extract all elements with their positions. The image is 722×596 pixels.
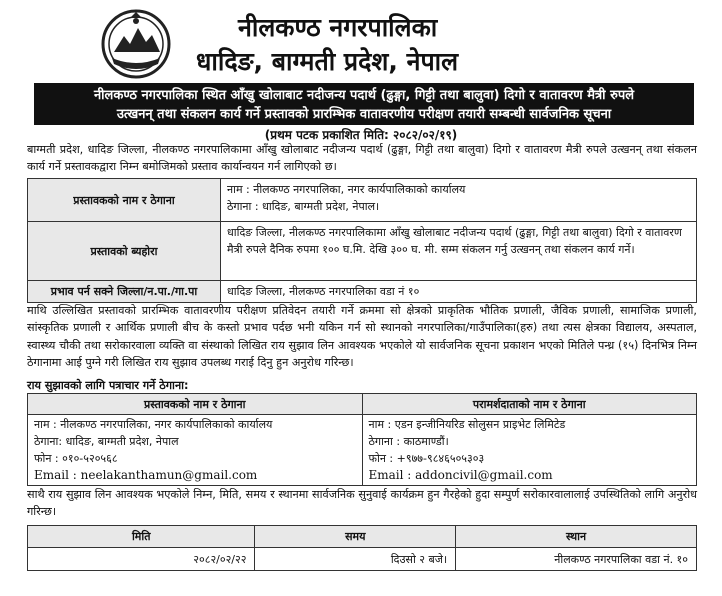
hearing-date: २०८२/०२/२२ — [28, 548, 255, 571]
proposer-phone: फोन : ०१०-५२०५६८ — [34, 452, 118, 465]
table-row — [28, 548, 697, 571]
hearing-paragraph: साथै राय सुझाव लिन आवश्यक भएकोले निम्न, मिति, समय र स्थानमा सार्वजनिक सुनुवाई कार्यक्रम हुन गैरहेको हुदा सम्पुर्ण सरोकारवालालाई उपस्थितिको लागि अनुरोध गरिन्छ। — [27, 488, 697, 519]
table-row — [28, 179, 697, 222]
proposer-details — [221, 179, 697, 222]
consultant-address: ठेगाना : काठमाण्डौं। — [368, 435, 449, 448]
proposer-contact-name: नाम : नीलकण्ठ नगरपालिका, नगर कार्यपालिकाको कार्यालय — [34, 418, 273, 431]
proposer-label: प्रस्तावकको नाम र ठेगाना — [28, 179, 221, 222]
contact-table — [27, 393, 697, 486]
affected-area: धादिङ जिल्ला, नीलकण्ठ नगरपालिका वडा नं १० — [221, 281, 697, 303]
body-paragraph: माथि उल्लिखित प्रस्तावको प्रारम्भिक वातावरणीय परीक्षण प्रतिवेदन तयारी गर्ने क्रममा सो क्षेत्रको प्राकृतिक भौतिक प्रणाली, जैविक प्रणाली, सामाजिक प्रणाली, सांस्कृतिक प्रणाली र आर्थिक प्रणाली बीच के कस्तो प्रभाव पर्दछ भनी यकिन गर्न सो स्थानको नगरपालिका/गाउँपालिका(हरु) तथा त्यस क्षेत्रका विद्यालय, अस्पताल, स्वास्थ्य चौकी तथा सरोकारवाला व्यक्ति वा संस्थाको लिखित राय सुझाव लिन आवश्यक भएकोले यो सार्वजनिक सूचना प्रकाशन भएको मितिले पन्ध्र (१५) दिनभित्र निम्न ठेगानामा आई पुग्ने गरी लिखित राय सुझाव उपलब्ध गराई दिनु हुन अनुरोध गरिन्छ। — [27, 304, 697, 370]
banner-line-1: नीलकण्ठ नगरपालिका स्थित आँखु खोलाबाट नदीजन्य पदार्थ (ढुङ्गा, गिट्टी तथा बालुवा) दिगो र वातावरण मैत्री रुपले — [93, 88, 635, 103]
email-label: Email : — [368, 468, 412, 482]
table-row — [28, 526, 697, 548]
proposer-contact-address: ठेगाना: धादिङ, बाग्मती प्रदेश, नेपाल — [34, 435, 179, 448]
municipality-address: धादिङ, बाग्मती प्रदेश, नेपाल — [196, 47, 459, 76]
consultant-contact — [362, 415, 697, 486]
nepal-emblem-icon — [100, 8, 172, 80]
municipality-title: नीलकण्ठ नगरपालिका — [238, 13, 438, 42]
table-row — [28, 281, 697, 303]
notice-title-banner — [34, 83, 694, 125]
proposer-contact — [28, 415, 363, 486]
proposal-description-label: प्रस्तावको ब्यहोरा — [28, 222, 221, 281]
email-label: Email : — [34, 468, 77, 482]
consultant-phone: फोन : +९७७-९८४६५०५३०३ — [368, 452, 485, 465]
affected-area-label: प्रभाव पर्न सक्ने जिल्ला/न.पा./गा.पा — [28, 281, 221, 303]
hearing-date-header: मिति — [28, 526, 255, 548]
publication-date: (प्रथम पटक प्रकाशित मिति: २०८२/०२/१९) — [264, 128, 458, 142]
consultant-email-line — [369, 467, 691, 484]
intro-paragraph: बाग्मती प्रदेश, धादिङ जिल्ला, नीलकण्ठ नगरपालिकामा आँखु खोलाबाट नदीजन्य पदार्थ (ढुङ्गा, गिट्टी तथा बालुवा) दिगो र वातावरण मैत्री रुपले उत्खनन् तथा संकलन कार्य गर्ने प्रस्तावकद्वारा निम्न बमोजिमको प्रस्ताव कार्यान्वयन गर्न लागिएको छ। — [27, 143, 697, 174]
proposer-address: ठेगाना : धादिङ, बाग्मती प्रदेश, नेपाल। — [227, 200, 380, 213]
consultant-email-link[interactable]: addoncivil@gmail.com — [415, 468, 553, 482]
hearing-time: दिउसो २ बजे। — [255, 548, 456, 571]
consultant-name: नाम : एडन इन्जीनियरिड सोलुसन प्राइभेट लिमिटेड — [368, 418, 566, 431]
hearing-place-header: स्थान — [456, 526, 697, 548]
table-row — [28, 222, 697, 281]
proposal-description: धादिङ जिल्ला, नीलकण्ठ नगरपालिकामा आँखु खोलाबाट नदीजन्य पदार्थ (ढुङ्गा, गिट्टी तथा बालुवा) दिगो र वातावरण मैत्री रुपले दैनिक रुपमा १०० घ.मि. देखि ३०० घ. मी. सम्म संकलन गर्नु उत्खनन् तथा संकलन कार्य गर्ने। — [221, 222, 697, 281]
hearing-time-header: समय — [255, 526, 456, 548]
table-row — [28, 394, 697, 415]
banner-line-2: उत्खनन् तथा संकलन कार्य गर्ने प्रस्तावको प्रारम्भिक वातावरणीय परीक्षण तयारी सम्बन्धी सार्वजनिक सूचना — [116, 107, 612, 122]
hearing-place: नीलकण्ठ नगरपालिका वडा नं. १० — [456, 548, 697, 571]
proposer-email-link[interactable]: neelakanthamun@gmail.com — [80, 468, 258, 482]
proposal-table — [27, 178, 697, 303]
proposer-header: प्रस्तावकको नाम र ठेगाना — [28, 394, 363, 415]
proposer-name: नाम : नीलकण्ठ नगरपालिका, नगर कार्यपालिकाको कार्यालय — [227, 183, 466, 196]
consultant-header: परामर्शदाताको नाम र ठेगाना — [362, 394, 697, 415]
proposer-email-line — [34, 467, 356, 484]
notice-header — [0, 0, 722, 84]
contact-heading: राय सुझावको लागि पत्राचार गर्ने ठेगाना: — [27, 379, 189, 392]
hearing-table — [27, 525, 697, 571]
table-row — [28, 415, 697, 486]
